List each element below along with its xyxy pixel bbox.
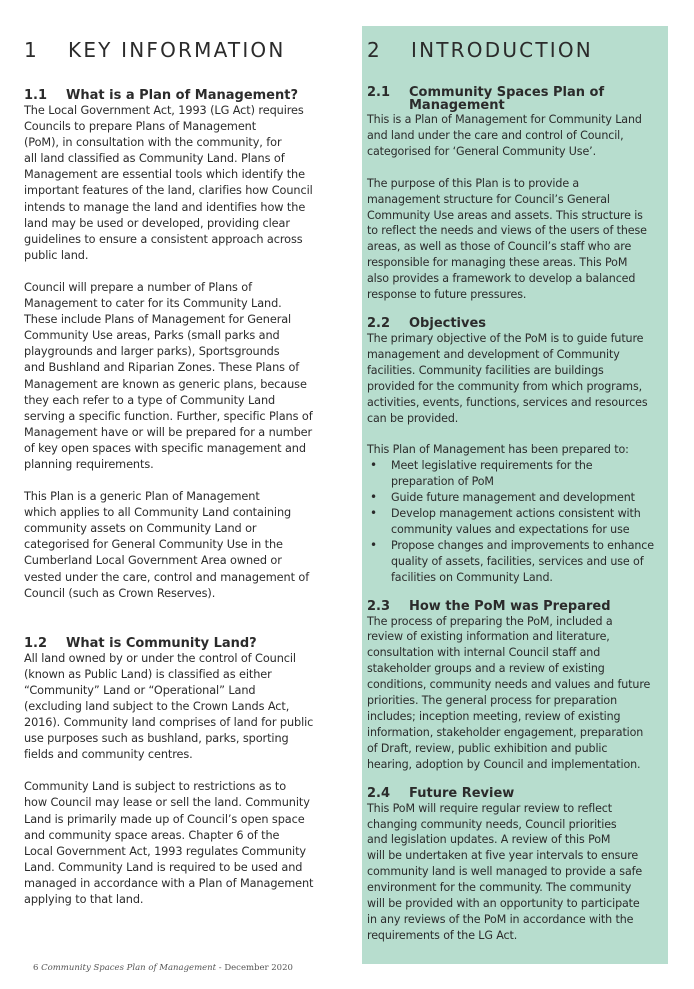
text-line: of Draft, review, public exhibition and public (367, 741, 608, 755)
text-line: This Plan is a generic Plan of Management (24, 490, 260, 504)
subsection-1-1-heading (24, 88, 332, 103)
text-line: will be undertaken at five year intervals to ensure (367, 849, 639, 863)
footer-date: - December 2020 (218, 963, 293, 973)
text-line: can be provided. (367, 411, 459, 425)
subsection-2-2-title: Objectives (409, 315, 487, 331)
text-line: priorities. The general process for preparation (367, 694, 617, 708)
text-line: These include Plans of Management for General (24, 313, 292, 327)
subsection-1-1-title: What is a Plan of Management? (66, 88, 299, 103)
subsection-2-4-title: Future Review (409, 785, 515, 801)
text-line: This PoM will require regular review to reflect (367, 801, 613, 815)
para-1-2-a (24, 651, 332, 764)
text-line: and Bushland and Riparian Zones. These Plans of (24, 361, 300, 375)
text-line: Management have or will be prepared for a number (24, 425, 313, 439)
page-footer (33, 963, 293, 973)
text-line: response to future pressures. (367, 288, 527, 302)
subsection-2-1-title-line2: Management (409, 98, 505, 113)
subsection-1-1-number: 1.1 (24, 88, 48, 103)
text-line: management and development of Community (367, 347, 620, 361)
text-line: review of existing information and literature, (367, 630, 610, 644)
section-2-heading (367, 38, 664, 62)
text-line: management structure for Council’s General (367, 192, 610, 206)
text-line: fields and community centres. (24, 748, 193, 762)
objective-item (391, 458, 664, 490)
text-line: Council (such as Crown Reserves). (24, 586, 216, 600)
subsection-2-3-heading (367, 599, 664, 614)
para-2-1-a (367, 112, 664, 160)
text-line: (excluding land subject to the Crown Lands Act, (24, 700, 290, 713)
text-line: Councils to prepare Plans of Management (24, 120, 257, 134)
text-line: conditions, community needs and values and future (367, 678, 651, 692)
text-line: important features of the land, clarifies how Council (24, 184, 313, 198)
text-line: categorised for ‘General Community Use’. (367, 144, 596, 158)
text-line: quality of assets, facilities, services and use of (391, 554, 644, 568)
text-line: Land is primarily made up of Council’s open space (24, 812, 305, 826)
subsection-2-4-number: 2.4 (367, 785, 391, 801)
text-line: of key open spaces with specific management and (24, 441, 306, 455)
subsection-2-2-number: 2.2 (367, 315, 391, 331)
text-line: Local Government Act, 1993 regulates Community (24, 844, 306, 858)
text-line: (PoM), in consultation with the community, for (24, 136, 282, 150)
text-line: facilities on Community Land. (391, 570, 553, 584)
para-2-3-a (367, 614, 664, 773)
text-line: changing community needs, Council priorities (367, 817, 617, 831)
text-line: This is a Plan of Management for Community Land (367, 113, 642, 126)
text-line: responsible for managing these areas. This PoM (367, 256, 628, 270)
section-2-title: INTRODUCTION (411, 38, 593, 62)
text-line: intends to manage the land and identifies how the (24, 200, 306, 214)
text-line: The primary objective of the PoM is to guide future (367, 331, 644, 345)
section-1-title: KEY INFORMATION (68, 38, 286, 62)
text-line: public land. (24, 248, 89, 262)
text-line: • Propose changes and improvements to enhance (391, 538, 654, 552)
subsection-1-2-title: What is Community Land? (66, 635, 257, 651)
right-column (362, 26, 668, 964)
text-line: consultation with internal Council staff and (367, 646, 601, 660)
text-line: which applies to all Community Land containing (24, 506, 292, 520)
text-line: requirements of the LG Act. (367, 928, 518, 942)
text-line: use purposes such as bushland, parks, sporting (24, 732, 289, 746)
text-line: Community Land is subject to restrictions as to (24, 780, 287, 794)
subsection-1-2-number: 1.2 (24, 635, 48, 651)
text-line: community land is well managed to provide a safe (367, 865, 643, 879)
para-2-2-b: This Plan of Management has been prepared to: (367, 443, 629, 457)
text-line: community values and expectations for use (391, 522, 630, 536)
text-line: and land under the care and control of Council, (367, 128, 624, 142)
text-line: provided for the community from which programs, (367, 379, 643, 393)
text-line: Community Use areas, Parks (small parks and (24, 329, 280, 343)
text-line: preparation of PoM (391, 475, 494, 489)
text-line: facilities. Community facilities are buildings (367, 363, 604, 377)
text-line: areas, as well as those of Council’s staff who are (367, 240, 632, 254)
text-line: all land classified as Community Land. Plans of (24, 152, 285, 166)
text-line: managed in accordance with a Plan of Management (24, 876, 314, 890)
text-line: information, stakeholder engagement, preparation (367, 725, 644, 739)
text-line: Cumberland Local Government Area owned or (24, 554, 282, 568)
para-2-2-a (367, 331, 664, 426)
text-line: land may be used or developed, providing clear (24, 216, 290, 230)
text-line: “Community” Land or “Operational” Land (24, 683, 256, 697)
text-line: planning requirements. (24, 457, 154, 471)
section-1-number: 1 (24, 38, 39, 62)
objective-item (391, 490, 664, 506)
subsection-2-1-number: 2.1 (367, 85, 391, 100)
text-line: hearing, adoption by Council and implementation. (367, 757, 641, 771)
text-line: applying to that land. (24, 893, 144, 907)
text-line: categorised for General Community Use in the (24, 538, 283, 552)
text-line: • Develop management actions consistent with (391, 507, 641, 521)
text-line: vested under the care, control and management of (24, 570, 310, 584)
text-line: community assets on Community Land or (24, 522, 257, 536)
objective-item (391, 506, 664, 538)
text-line: and legislation updates. A review of this PoM (367, 833, 611, 847)
text-line: in any reviews of the PoM in accordance with the (367, 912, 634, 926)
text-line: Management are essential tools which identify the (24, 168, 305, 182)
para-1-1-b (24, 280, 332, 473)
text-line: Community Use areas and assets. This structure is (367, 208, 643, 222)
para-2-1-b (367, 176, 664, 303)
subsection-2-4-heading (367, 786, 664, 801)
text-line: and community space areas. Chapter 6 of the (24, 828, 280, 842)
page-number: 6 (33, 963, 39, 973)
subsection-2-3-title: How the PoM was Prepared (409, 598, 611, 614)
text-line: activities, events, functions, services and resources (367, 395, 648, 409)
text-line: stakeholder groups and a review of existing (367, 662, 605, 676)
subsection-2-3-number: 2.3 (367, 598, 391, 614)
para-2-4-a (367, 801, 664, 944)
subsection-2-1-title-line1: Community Spaces Plan of (409, 85, 605, 100)
text-line: guidelines to ensure a consistent approach across (24, 232, 303, 246)
subsection-1-2-heading (24, 636, 332, 651)
subsection-2-2-heading (367, 316, 664, 331)
text-line: Council will prepare a number of Plans of (24, 280, 252, 294)
text-line: 2016). Community land comprises of land for public (24, 716, 314, 730)
para-1-1-c (24, 489, 332, 602)
text-line: playgrounds and larger parks), Sportsgrounds (24, 345, 280, 359)
text-line: environment for the community. The community (367, 881, 632, 895)
footer-document-title: Community Spaces Plan of Management (41, 963, 217, 973)
text-line: Management to cater for its Community Land. (24, 297, 282, 311)
objective-item (391, 538, 664, 586)
para-1-2-b (24, 779, 332, 908)
para-1-1-a (24, 103, 332, 264)
text-line: • Meet legislative requirements for the (391, 459, 593, 473)
text-line: The process of preparing the PoM, included a (367, 614, 613, 628)
text-line: includes; inception meeting, review of existing (367, 710, 621, 723)
text-line: Land. Community Land is required to be used and (24, 860, 303, 874)
text-line: Management are known as generic plans, because (24, 377, 307, 391)
text-line: how Council may lease or sell the land. Community (24, 796, 310, 810)
text-line: serving a specific function. Further, specific Plans of (24, 409, 313, 423)
objectives-list (367, 458, 664, 585)
left-column (24, 38, 332, 908)
subsection-2-1-heading (367, 86, 664, 112)
text-line: All land owned by or under the control of Council (24, 651, 296, 665)
text-line: to reflect the needs and views of the users of these (367, 224, 647, 238)
text-line: also provides a framework to develop a balanced (367, 272, 636, 286)
text-line: The Local Government Act, 1993 (LG Act) requires (24, 104, 304, 117)
text-line: will be provided with an opportunity to participate (367, 897, 640, 911)
text-line: • Guide future management and development (391, 491, 635, 505)
section-1-heading (24, 38, 332, 62)
text-line: The purpose of this Plan is to provide a (367, 176, 580, 190)
section-2-number: 2 (367, 38, 382, 62)
text-line: they each refer to a type of Community Land (24, 393, 276, 407)
text-line: (known as Public Land) is classified as either (24, 667, 272, 681)
